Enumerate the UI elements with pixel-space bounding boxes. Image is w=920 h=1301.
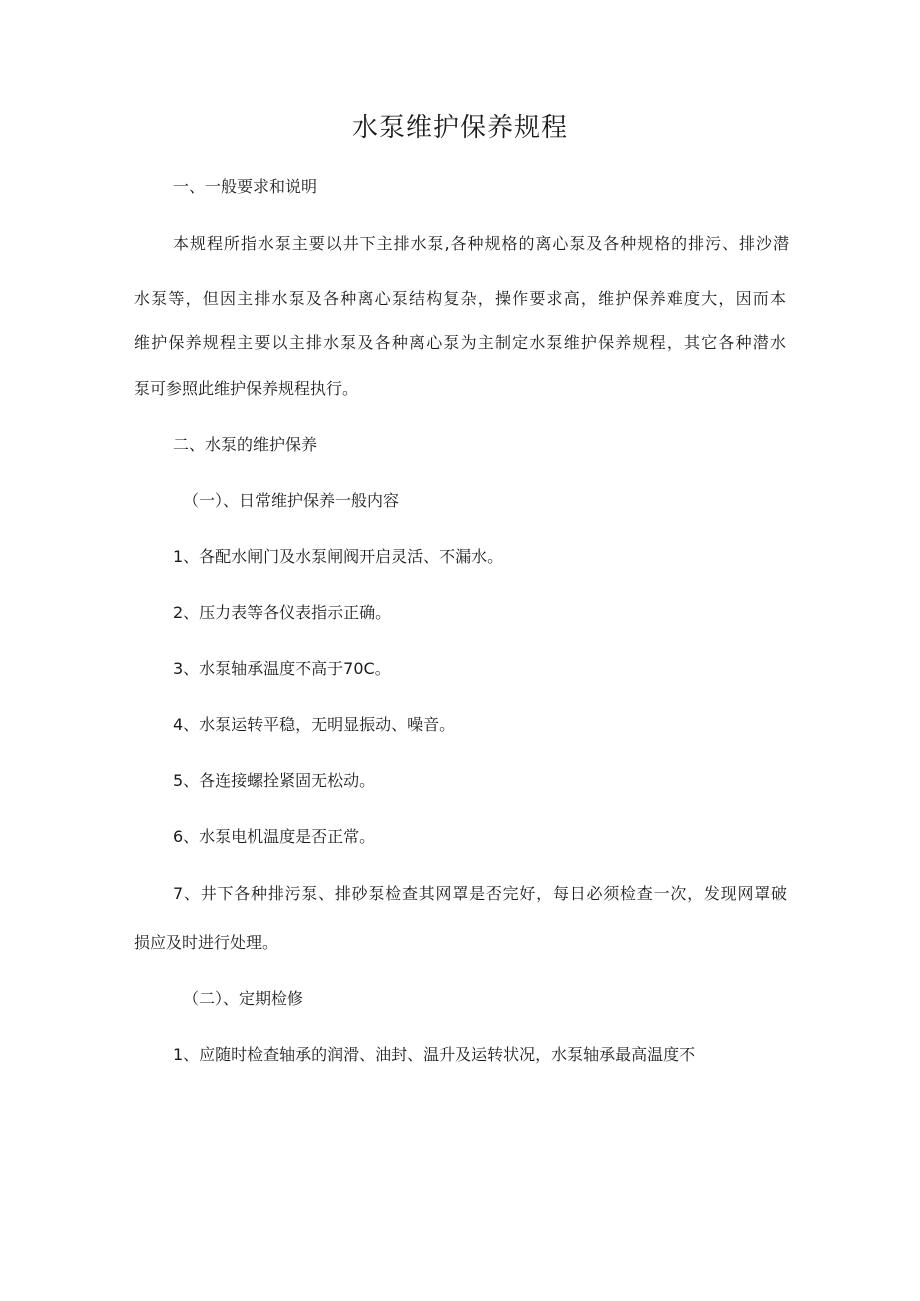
subsection-heading-periodic: （二）、定期检修: [183, 989, 304, 1008]
list-item: 7、井下各种排污泵、排砂泵检查其网罩是否完好，每日必须检查一次，发现网罩破: [173, 884, 787, 903]
list-item: 1、各配水闸门及水泵闸阀开启灵活、不漏水。: [173, 547, 504, 566]
list-item-continuation: 损应及时进行处理。: [134, 933, 279, 952]
section-heading-maintenance: 二、水泵的维护保养: [173, 435, 318, 454]
list-item: 2、压力表等各仪表指示正确。: [173, 603, 392, 622]
list-item: 1、应随时检查轴承的润滑、油封、温升及运转状况，水泵轴承最高温度不: [173, 1045, 696, 1064]
list-item: 4、水泵运转平稳，无明显振动、噪音。: [173, 715, 456, 734]
paragraph-line: 泵可参照此维护保养规程执行。: [134, 379, 359, 398]
list-item: 3、水泵轴承温度不高于70C。: [173, 659, 391, 678]
list-item: 5、各连接螺拴紧固无松动。: [173, 771, 376, 790]
subsection-heading-daily: （一）、日常维护保养一般内容: [183, 491, 400, 510]
paragraph-line: 维护保养规程主要以主排水泵及各种离心泵为主制定水泵维护保养规程，其它各种潜水: [134, 333, 786, 352]
section-heading-general: 一、一般要求和说明: [173, 177, 318, 196]
paragraph-line: 本规程所指水泵主要以井下主排水泵,各种规格的离心泵及各种规格的排污、排沙潜: [173, 234, 789, 253]
page-title: 水泵维护保养规程: [351, 113, 568, 143]
list-item: 6、水泵电机温度是否正常。: [173, 827, 376, 846]
paragraph-line: 水泵等，但因主排水泵及各种离心泵结构复杂，操作要求高，维护保养难度大，因而本: [134, 289, 786, 308]
